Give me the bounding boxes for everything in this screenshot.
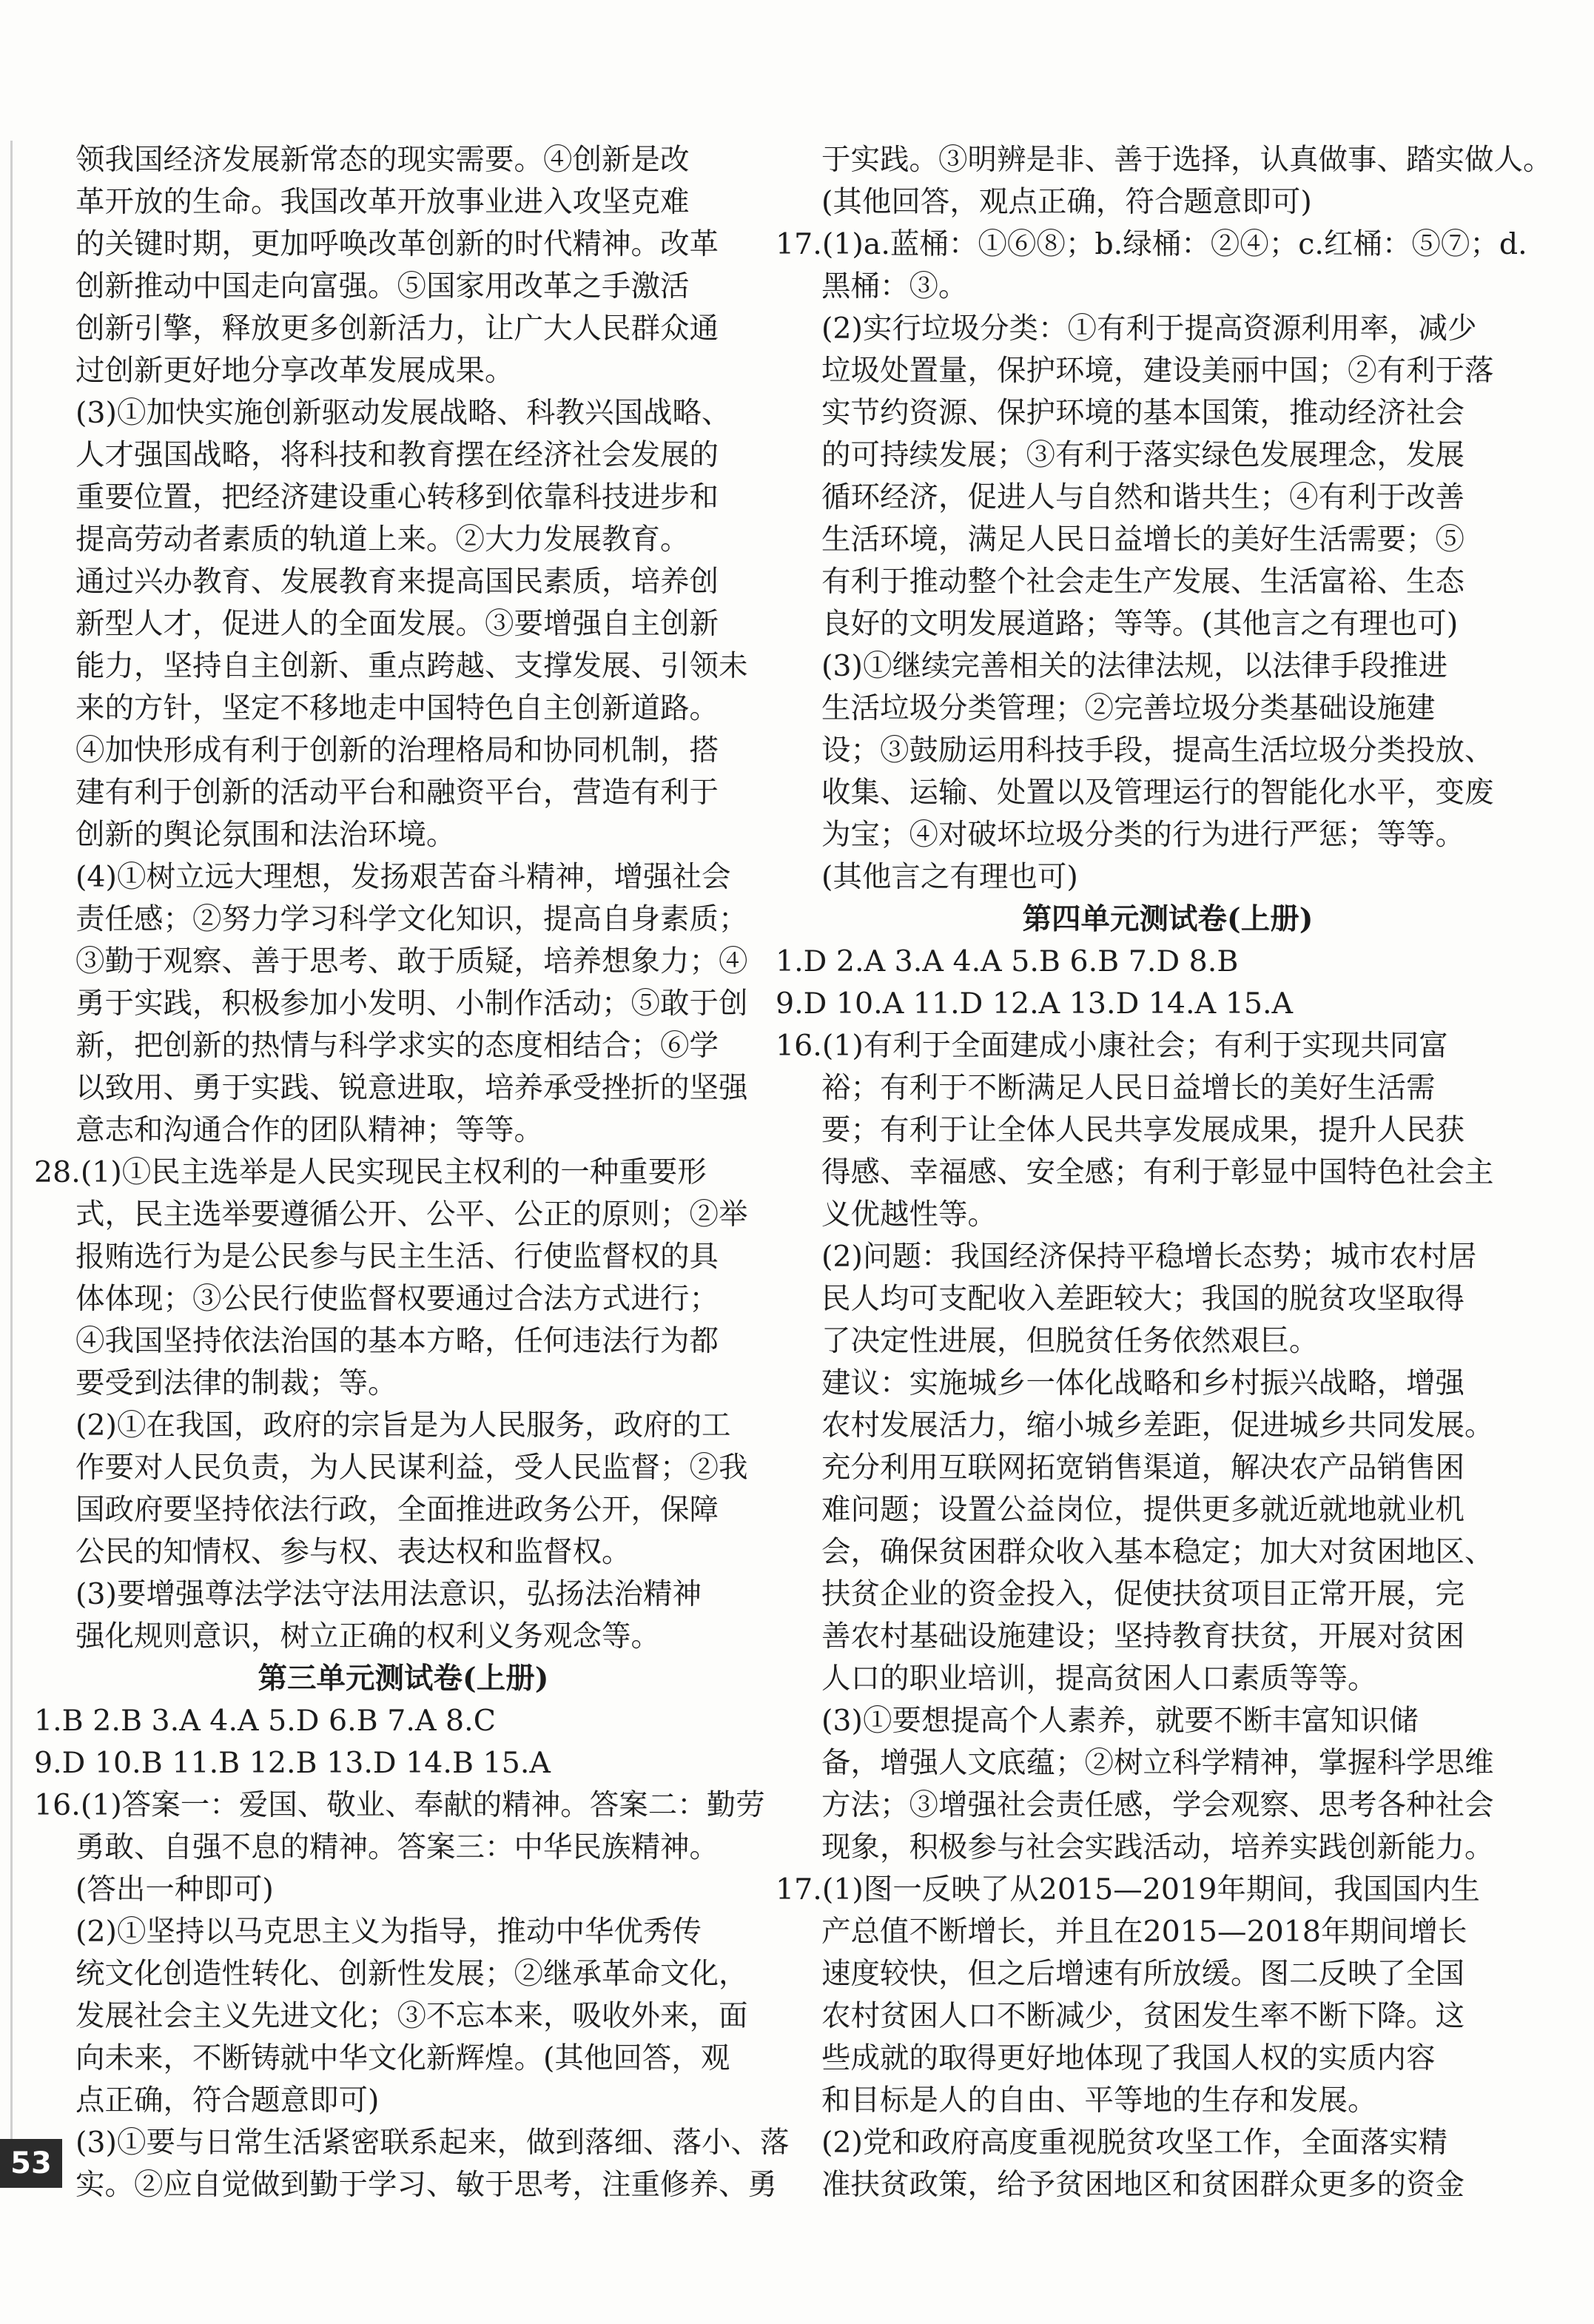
question-16-line: 16.(1)有利于全面建成小康社会；有利于实现共同富 — [776, 1029, 1448, 1063]
text-line: 垃圾处置量，保护环境，建设美丽中国；②有利于落 — [821, 354, 1494, 388]
text-line: (3)要增强尊法学法守法用法意识，弘扬法治精神 — [75, 1577, 702, 1611]
text-line: 有利于推动整个社会走生产发展、生活富裕、生态 — [821, 565, 1464, 599]
right-column — [776, 139, 1560, 2206]
text-line: ④加快形成有利于创新的治理格局和协同机制，搭 — [75, 733, 719, 768]
text-line: 备，增强人文底蕴；②树立科学精神，掌握科学思维 — [821, 1746, 1494, 1780]
question-16-line: 16.(1)答案一：爱国、敬业、奉献的精神。答案二：勤劳 — [34, 1788, 765, 1822]
text-line: 来的方针，坚定不移地走中国特色自主创新道路。 — [75, 691, 719, 725]
text-line: 实节约资源、保护环境的基本国策，推动经济社会 — [821, 396, 1464, 430]
text-line: (3)①要想提高个人素养，就要不断丰富知识储 — [821, 1704, 1419, 1738]
text-line: 循环经济，促进人与自然和谐共生；④有利于改善 — [821, 480, 1464, 514]
text-line: (2)实行垃圾分类：①有利于提高资源利用率，减少 — [821, 312, 1477, 346]
text-line: 人才强国战略，将科技和教育摆在经济社会发展的 — [75, 438, 719, 472]
text-line: 会，确保贫困群众收入基本稳定；加大对贫困地区、 — [821, 1535, 1494, 1569]
text-line: (4)①树立远大理想，发扬艰苦奋斗精神，增强社会 — [75, 860, 731, 894]
choice-answers-row: 9.D 10.A 11.D 12.A 13.D 14.A 15.A — [776, 987, 1294, 1021]
text-line: 领我国经济发展新常态的现实需要。④创新是改 — [75, 143, 690, 177]
text-line: 意志和沟通合作的团队精神；等等。 — [75, 1113, 543, 1147]
text-line: (3)①要与日常生活紧密联系起来，做到落细、落小、落 — [75, 2126, 790, 2160]
text-line: 新型人才，促进人的全面发展。③要增强自主创新 — [75, 607, 719, 641]
text-line: 生活环境，满足人民日益增长的美好生活需要；⑤ — [821, 523, 1464, 557]
text-line: 难问题；设置公益岗位，提供更多就近就地就业机 — [821, 1493, 1464, 1527]
text-line: 产总值不断增长，并且在2015—2018年期间增长 — [821, 1915, 1467, 1949]
text-line: 民人均可支配收入差距较大；我国的脱贫攻坚取得 — [821, 1282, 1464, 1316]
text-line: 发展社会主义先进文化；③不忘本来，吸收外来，面 — [75, 1999, 748, 2033]
text-line: 式，民主选举要遵循公开、公平、公正的原则；②举 — [75, 1198, 748, 1232]
question-17-line: 17.(1)图一反映了从2015—2019年期间，我国国内生 — [776, 1873, 1480, 1907]
text-line: 良好的文明发展道路；等等。(其他言之有理也可) — [821, 607, 1459, 641]
choice-answers-row: 1.B 2.B 3.A 4.A 5.D 6.B 7.A 8.C — [34, 1704, 496, 1738]
text-line: 能力，坚持自主创新、重点跨越、支撑发展、引领未 — [75, 649, 748, 683]
text-line: 勇敢、自强不息的精神。答案三：中华民族精神。 — [75, 1830, 719, 1864]
text-line: 人口的职业培训，提高贫困人口素质等等。 — [821, 1662, 1377, 1696]
text-line: 裕；有利于不断满足人民日益增长的美好生活需 — [821, 1071, 1436, 1105]
text-line: 农村发展活力，缩小城乡差距，促进城乡共同发展。 — [821, 1408, 1494, 1443]
text-line: 收集、运输、处置以及管理运行的智能化水平，变废 — [821, 776, 1494, 810]
text-line: 创新引擎，释放更多创新活力，让广大人民群众通 — [75, 312, 719, 346]
text-line: 报贿选行为是公民参与民主生活、行使监督权的具 — [75, 1240, 719, 1274]
text-line: (答出一种即可) — [75, 1873, 274, 1907]
text-line: 重要位置，把经济建设重心转移到依靠科技进步和 — [75, 480, 719, 514]
text-line: 充分利用互联网拓宽销售渠道，解决农产品销售困 — [821, 1451, 1464, 1485]
text-line: 扶贫企业的资金投入，促使扶贫项目正常开展，完 — [821, 1577, 1464, 1611]
text-line: 创新的舆论氛围和法治环境。 — [75, 818, 456, 852]
page-number: 53 — [0, 2139, 62, 2188]
text-line: ③勤于观察、善于思考、敢于质疑，培养想象力；④ — [75, 944, 748, 978]
text-line: 速度较快，但之后增速有所放缓。图二反映了全国 — [821, 1957, 1464, 1991]
text-line: 作要对人民负责，为人民谋利益，受人民监督；②我 — [75, 1451, 748, 1485]
text-line: 要；有利于让全体人民共享发展成果，提升人民获 — [821, 1113, 1464, 1147]
text-line: 善农村基础设施建设；坚持教育扶贫，开展对贫困 — [821, 1619, 1464, 1653]
text-line: (其他回答，观点正确，符合题意即可) — [821, 185, 1312, 219]
text-line: 公民的知情权、参与权、表达权和监督权。 — [75, 1535, 631, 1569]
text-line: 于实践。③明辨是非、善于选择，认真做事、踏实做人。 — [821, 143, 1553, 177]
question-28-line: 28.(1)①民主选举是人民实现民主权利的一种重要形 — [34, 1155, 707, 1189]
text-line: 农村贫困人口不断减少，贫困发生率不断下降。这 — [821, 1999, 1464, 2033]
binding-margin-rule — [10, 141, 13, 2154]
text-line: 些成就的取得更好地体现了我国人权的实质内容 — [821, 2041, 1436, 2075]
text-line: 要受到法律的制裁；等。 — [75, 1366, 397, 1400]
text-line: 实。②应自觉做到勤于学习、敏于思考，注重修养、勇 — [75, 2168, 777, 2202]
text-line: 建议：实施城乡一体化战略和乡村振兴战略，增强 — [821, 1366, 1464, 1400]
text-line: 方法；③增强社会责任感，学会观察、思考各种社会 — [821, 1788, 1494, 1822]
text-line: 设；③鼓励运用科技手段，提高生活垃圾分类投放、 — [821, 733, 1494, 768]
text-line: 勇于实践，积极参加小发明、小制作活动；⑤敢于创 — [75, 987, 748, 1021]
text-line: 向未来，不断铸就中华文化新辉煌。(其他回答，观 — [75, 2041, 730, 2075]
text-line: 创新推动中国走向富强。⑤国家用改革之手激活 — [75, 269, 690, 303]
text-line: 义优越性等。 — [821, 1198, 997, 1232]
text-line: 和目标是人的自由、平等地的生存和发展。 — [821, 2083, 1377, 2118]
text-line: 为宝；④对破坏垃圾分类的行为进行严惩；等等。 — [821, 818, 1464, 852]
text-line: 提高劳动者素质的轨道上来。②大力发展教育。 — [75, 523, 690, 557]
text-line: (2)①坚持以马克思主义为指导，推动中华优秀传 — [75, 1915, 702, 1949]
left-column — [34, 139, 790, 2206]
text-line: 准扶贫政策，给予贫困地区和贫困群众更多的资金 — [821, 2168, 1464, 2202]
text-line: (2)①在我国，政府的宗旨是为人民服务，政府的工 — [75, 1408, 731, 1443]
text-line: 国政府要坚持依法行政，全面推进政务公开，保障 — [75, 1493, 719, 1527]
text-line: 强化规则意识，树立正确的权利义务观念等。 — [75, 1619, 660, 1653]
text-line: 通过兴办教育、发展教育来提高国民素质，培养创 — [75, 565, 719, 599]
text-line: 现象，积极参与社会实践活动，培养实践创新能力。 — [821, 1830, 1494, 1864]
text-line: 统文化创造性转化、创新性发展；②继承革命文化， — [75, 1957, 748, 1991]
text-line: 新，把创新的热情与科学求实的态度相结合；⑥学 — [75, 1029, 719, 1063]
text-line: 建有利于创新的活动平台和融资平台，营造有利于 — [75, 776, 719, 810]
choice-answers-row: 9.D 10.B 11.B 12.B 13.D 14.B 15.A — [34, 1746, 551, 1780]
text-line: 体体现；③公民行使监督权要通过合法方式进行； — [75, 1282, 719, 1316]
text-line: 黑桶：③。 — [821, 269, 968, 303]
text-line: 的可持续发展；③有利于落实绿色发展理念，发展 — [821, 438, 1464, 472]
text-line: 生活垃圾分类管理；②完善垃圾分类基础设施建 — [821, 691, 1436, 725]
text-line: (3)①加快实施创新驱动发展战略、科教兴国战略、 — [75, 396, 731, 430]
text-line: 点正确，符合题意即可) — [75, 2083, 380, 2118]
text-line: 了决定性进展，但脱贫任务依然艰巨。 — [821, 1324, 1319, 1358]
text-line: (2)党和政府高度重视脱贫攻坚工作，全面落实精 — [821, 2126, 1447, 2160]
text-line: 以致用、勇于实践、锐意进取，培养承受挫折的坚强 — [75, 1071, 748, 1105]
text-line: 过创新更好地分享改革发展成果。 — [75, 354, 514, 388]
section-title-unit-4: 第四单元测试卷(上册) — [1022, 902, 1314, 936]
choice-answers-row: 1.D 2.A 3.A 4.A 5.B 6.B 7.D 8.B — [776, 944, 1239, 978]
text-line: ④我国坚持依法治国的基本方略，任何违法行为都 — [75, 1324, 719, 1358]
text-line: 的关键时期，更加呼唤改革创新的时代精神。改革 — [75, 227, 719, 261]
text-line: (其他言之有理也可) — [821, 860, 1078, 894]
text-line: 责任感；②努力学习科学文化知识，提高自身素质； — [75, 902, 748, 936]
text-line: 得感、幸福感、安全感；有利于彰显中国特色社会主 — [821, 1155, 1494, 1189]
question-17-line: 17.(1)a.蓝桶：①⑥⑧；b.绿桶：②④；c.红桶：⑤⑦；d. — [776, 227, 1527, 261]
text-line: (3)①继续完善相关的法律法规，以法律手段推进 — [821, 649, 1447, 683]
text-line: (2)问题：我国经济保持平稳增长态势；城市农村居 — [821, 1240, 1477, 1274]
section-title-unit-3: 第三单元测试卷(上册) — [258, 1662, 549, 1696]
text-line: 革开放的生命。我国改革开放事业进入攻坚克难 — [75, 185, 690, 219]
